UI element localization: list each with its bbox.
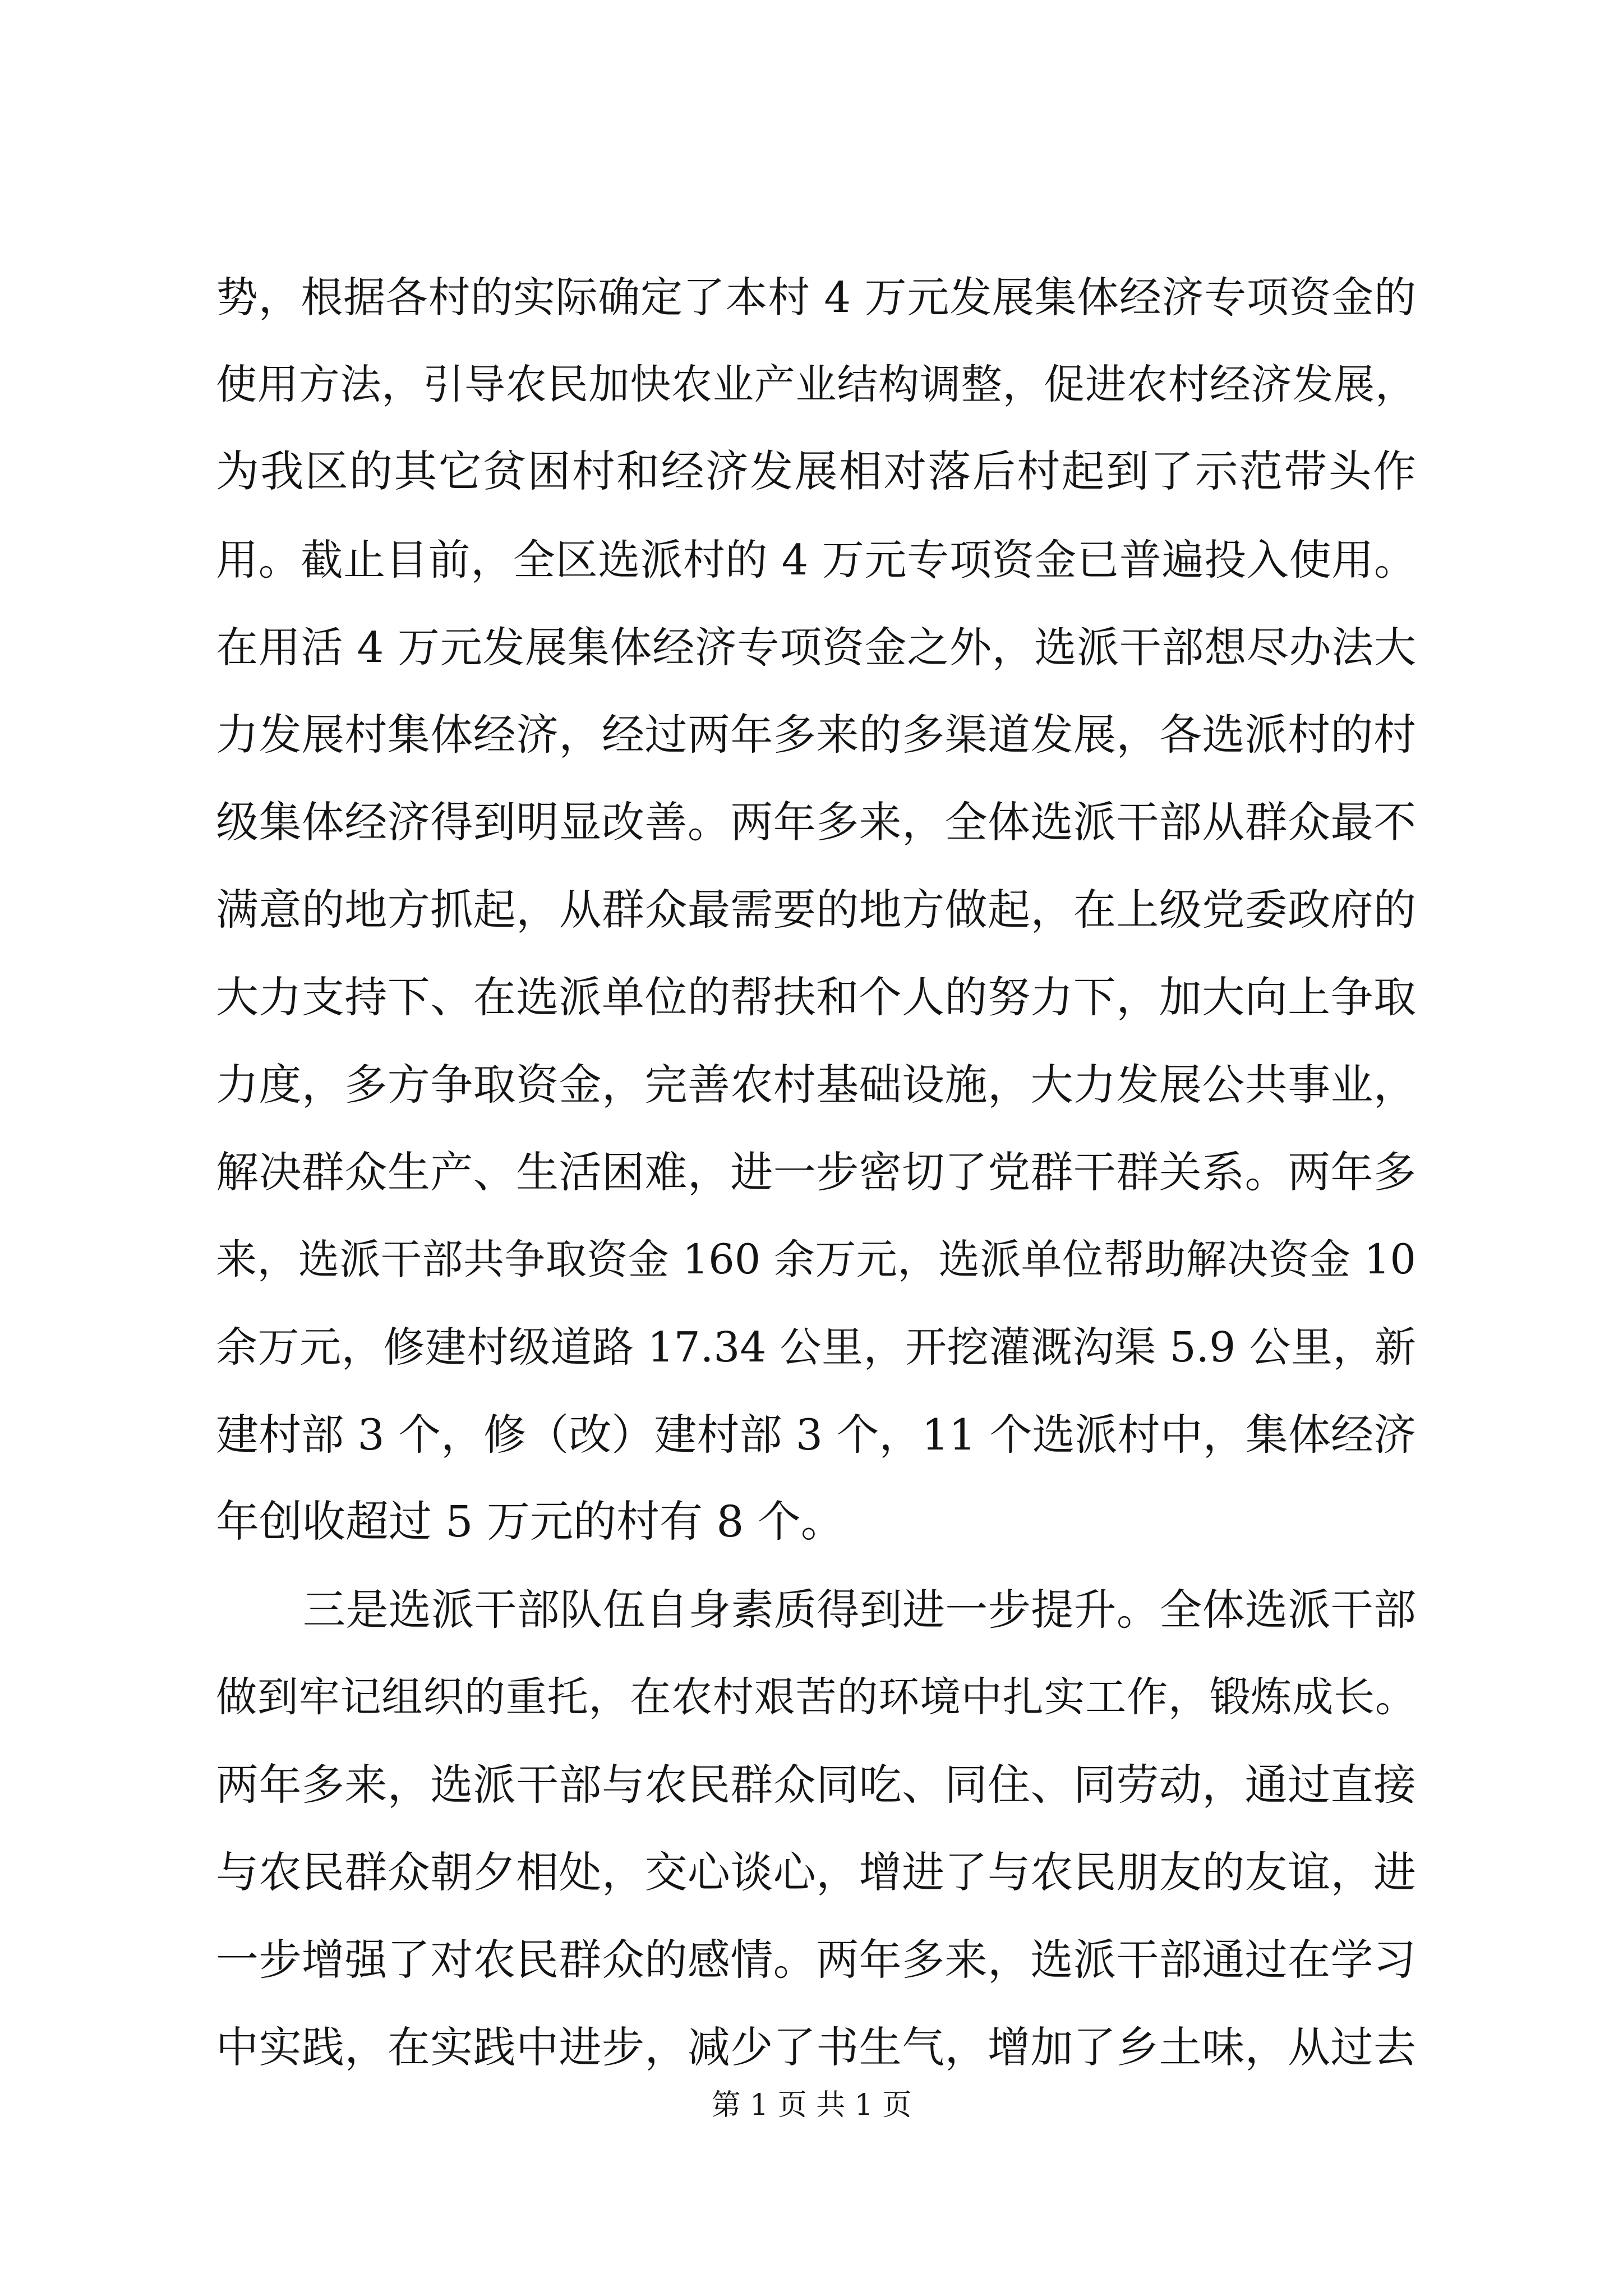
paragraph-first-line: 三是选派干部队伍自身素质得到进一步提升。全体选派干部: [303, 1585, 1416, 1635]
text-line: 用。截止目前，全区选派村的 4 万元专项资金已普遍投入使用。: [216, 535, 1416, 585]
text-line: 使用方法，引导农民加快农业产业结构调整，促进农村经济发展，: [216, 361, 1416, 408]
text-line: 势，根据各村的实际确定了本村 4 万元发展集体经济专项资金的: [216, 273, 1416, 322]
text-line: 来，选派干部共争取资金 160 余万元，选派单位帮助解决资金 10: [216, 1236, 1416, 1283]
text-line: 两年多来，选派干部与农民群众同吃、同住、同劳动，通过直接: [216, 1760, 1416, 1810]
text-line: 余万元，修建村级道路 17.34 公里，开挖灌溉沟渠 5.9 公里，新: [216, 1323, 1416, 1372]
text-line: 大力支持下、在选派单位的帮扶和个人的努力下，加大向上争取: [216, 972, 1416, 1022]
text-line: 一步增强了对农民群众的感情。两年多来，选派干部通过在学习: [216, 1935, 1416, 1985]
text-line: 建村部 3 个，修（改）建村部 3 个，11 个选派村中，集体经济: [216, 1410, 1416, 1460]
text-line: 解决群众生产、生活困难，进一步密切了党群干群关系。两年多: [216, 1147, 1416, 1197]
text-line: 与农民群众朝夕相处，交心谈心，增进了与农民朋友的友谊，进: [216, 1847, 1416, 1897]
text-line: 力度，多方争取资金，完善农村基础设施，大力发展公共事业，: [216, 1060, 1416, 1110]
text-line: 满意的地方抓起，从群众最需要的地方做起，在上级党委政府的: [216, 885, 1416, 935]
text-line: 中实践，在实践中进步，减少了书生气，增加了乡土味，从过去: [216, 2022, 1416, 2072]
page-number-footer: 第 1 页 共 1 页: [711, 2088, 912, 2122]
text-line: 级集体经济得到明显改善。两年多来，全体选派干部从群众最不: [216, 797, 1416, 847]
text-line: 力发展村集体经济，经过两年多来的多渠道发展，各选派村的村: [216, 710, 1416, 760]
text-line: 为我区的其它贫困村和经济发展相对落后村起到了示范带头作: [216, 447, 1416, 497]
text-line: 做到牢记组织的重托，在农村艰苦的环境中扎实工作，锻炼成长。: [216, 1673, 1416, 1721]
paragraph-end-line: 年创收超过 5 万元的村有 8 个。: [216, 1497, 844, 1547]
text-line: 在用活 4 万元发展集体经济专项资金之外，选派干部想尽办法大: [216, 623, 1416, 672]
